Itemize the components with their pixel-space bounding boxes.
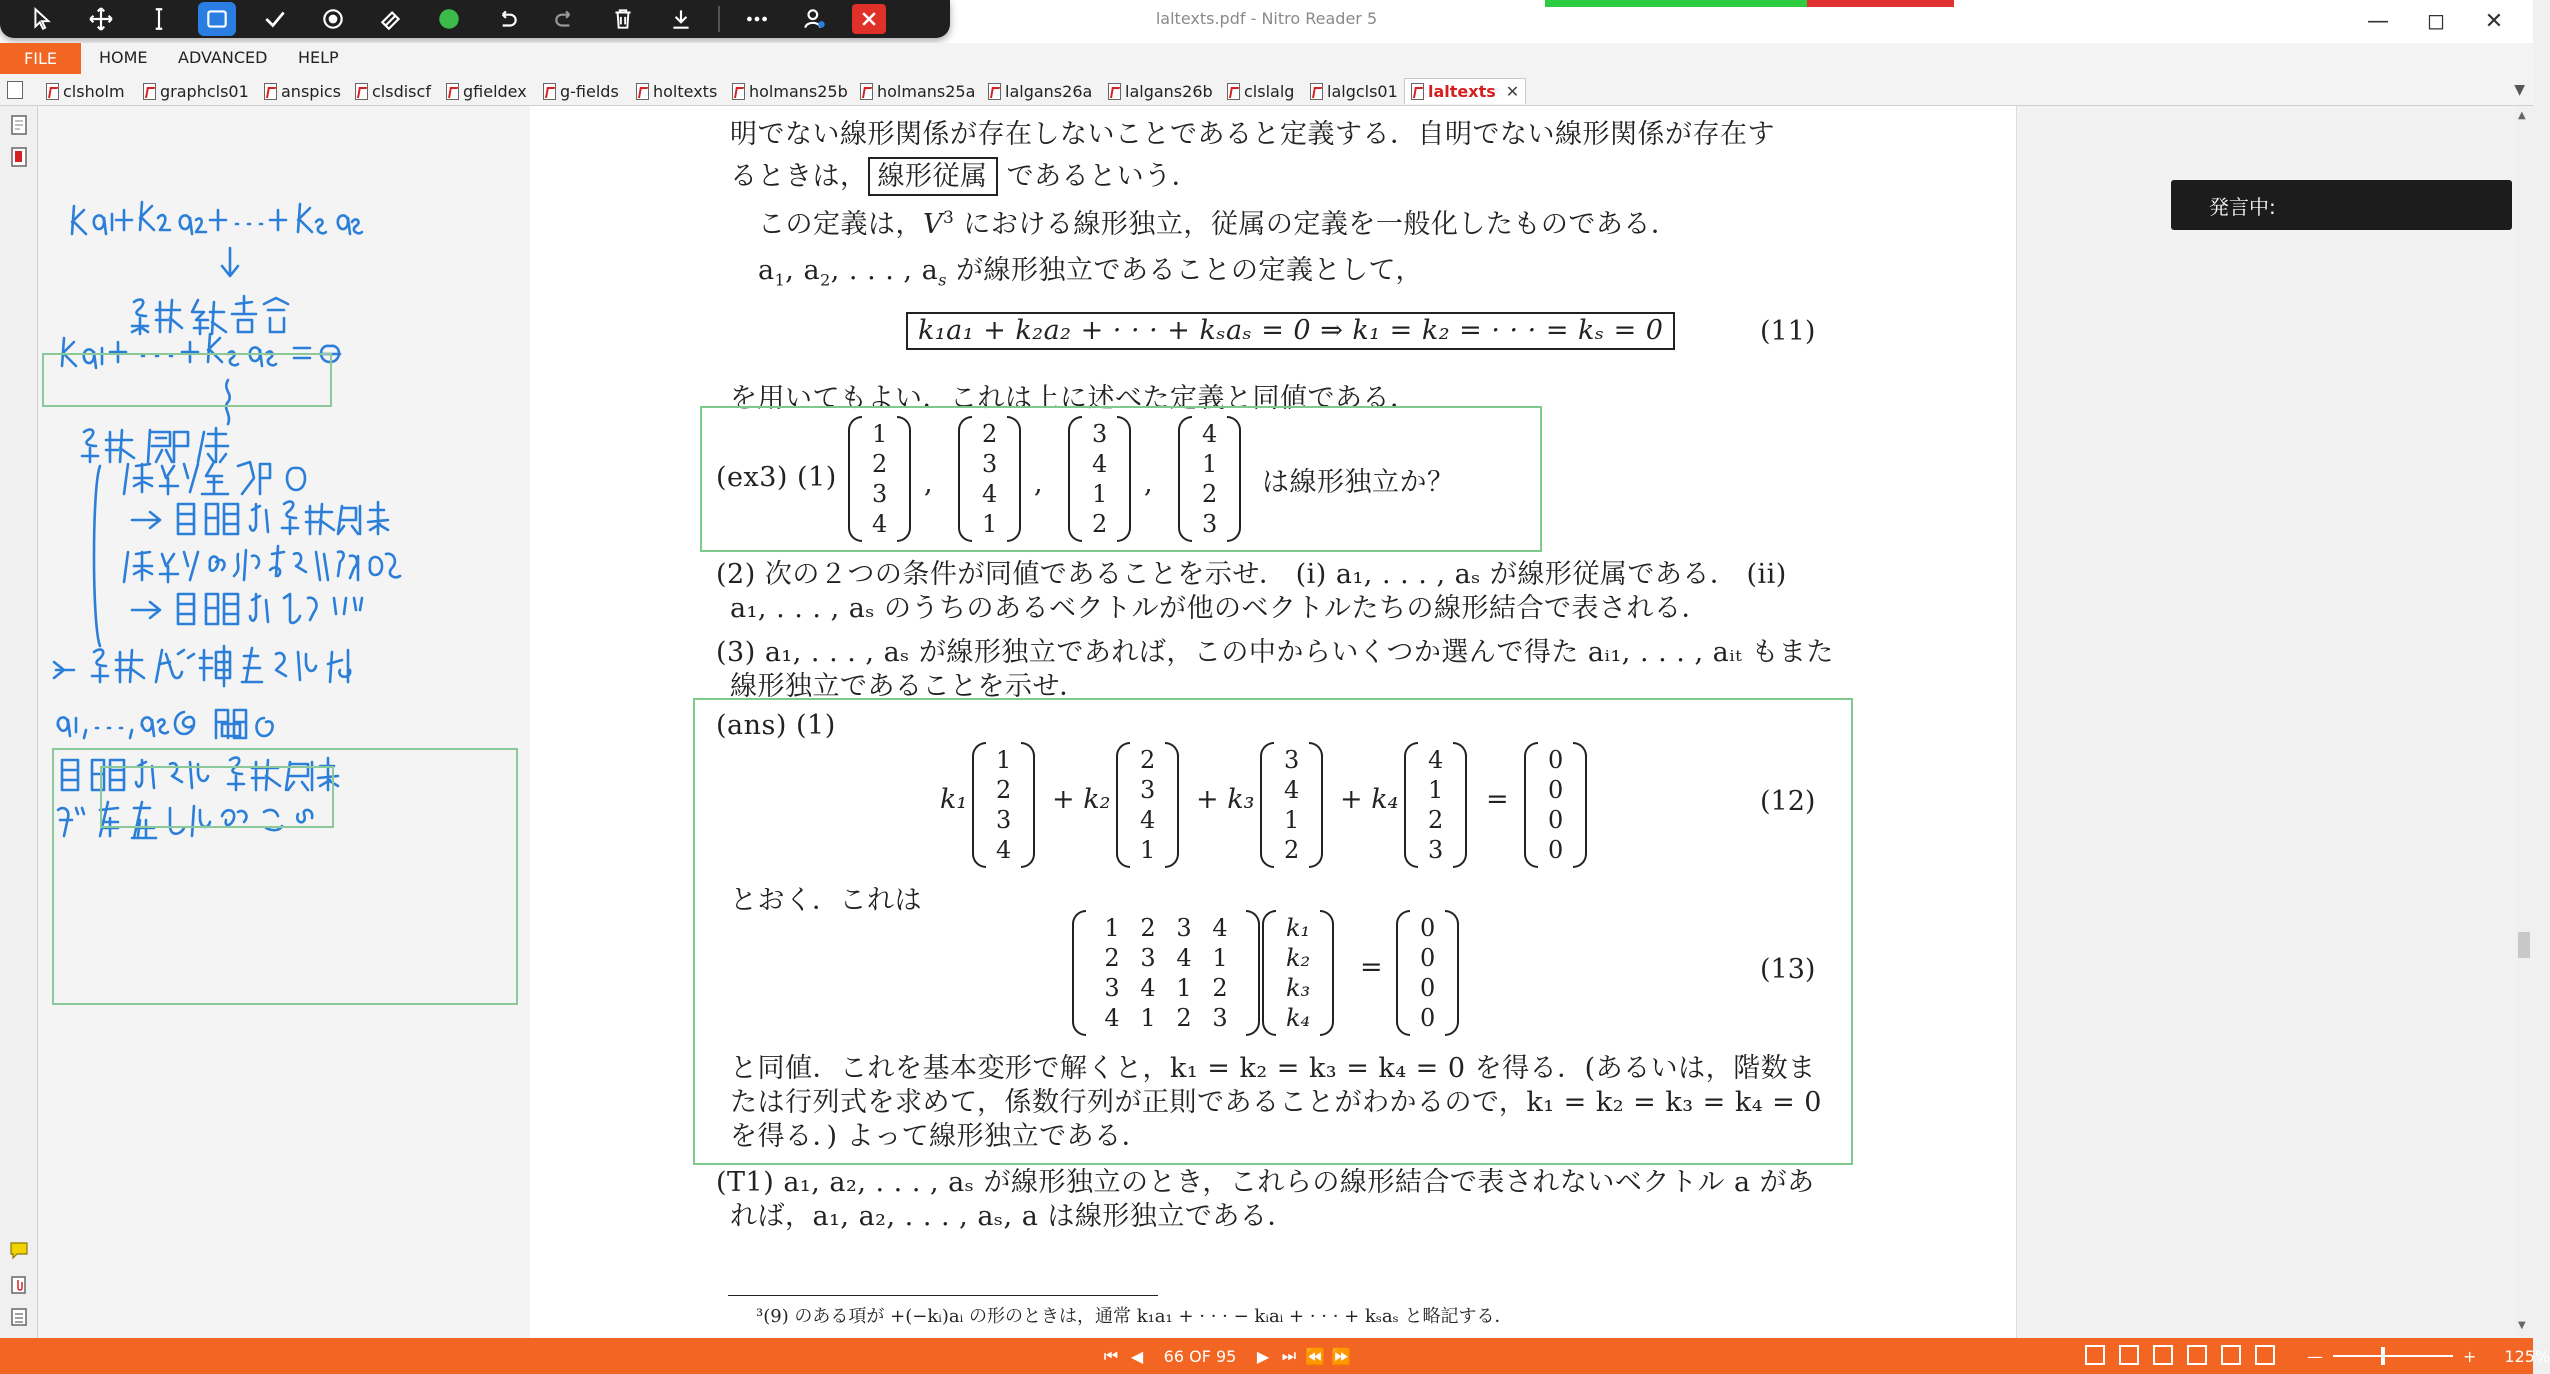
document-viewport[interactable]: [530, 106, 2017, 1338]
last-page-icon[interactable]: ⏭: [1281, 1346, 1297, 1365]
text-cursor-icon[interactable]: [130, 0, 188, 38]
pdf-file-icon: [355, 83, 368, 100]
text-line: は線形独立か？: [1262, 467, 1455, 498]
check-icon[interactable]: [246, 0, 304, 38]
tab-laltexts[interactable]: laltexts ✕: [1404, 78, 1526, 104]
page-indicator[interactable]: 66 OF 95: [1163, 1346, 1237, 1366]
coefficient: + k₂: [1052, 784, 1111, 815]
annotation-progress-bar: [1545, 0, 1954, 7]
theorem-line: (T1) a₁, a₂, . . . , aₛ が線形独立のとき，これらの線形結合で表されないベクトル a があ: [716, 1167, 1815, 1198]
handwriting-ink-icon: [38, 106, 530, 1338]
tab-holtexts[interactable]: holtexts: [636, 78, 717, 104]
status-bar: [0, 1338, 2550, 1374]
zoom-slider[interactable]: [2333, 1355, 2453, 1357]
text-line: a₁, . . . , aₛ のうちのあるベクトルが他のベクトルたちの線形結合で表される．: [730, 593, 1710, 624]
redo-icon[interactable]: [536, 0, 594, 38]
tab-gfieldex[interactable]: gfieldex: [446, 78, 527, 104]
tab-graphcls01[interactable]: graphcls01: [143, 78, 249, 104]
handwritten-notes-panel: [38, 106, 530, 1338]
footnote-rule: [728, 1295, 1158, 1296]
tab-clsdiscf[interactable]: clsdiscf: [355, 78, 431, 104]
green-dot-icon[interactable]: [420, 0, 478, 38]
text-line: この定義は，$V^3$ における線形独立，従属の定義を一般化したものである．: [758, 208, 1679, 240]
text-line: (3) a₁, . . . , aₛ が線形独立であれば，この中からいくつか選んで得た aᵢ₁, . . . , aᵢₜ もまた: [716, 637, 1834, 668]
undo-icon[interactable]: [478, 0, 536, 38]
vector-3: 3 4 1 2: [1260, 742, 1323, 868]
bookmarks-panel-icon[interactable]: [9, 146, 29, 168]
pdf-file-icon: [1310, 83, 1323, 100]
first-page-icon[interactable]: ⏮: [1103, 1346, 1119, 1365]
answer-label: (ans) (1): [716, 710, 836, 741]
more-icon[interactable]: [728, 0, 786, 38]
close-window-button[interactable]: ✕: [2484, 9, 2504, 34]
minimize-button[interactable]: —: [2367, 9, 2389, 34]
ribbon-menu: [0, 43, 2533, 74]
tab-lalgcls01[interactable]: lalgcls01: [1310, 78, 1398, 104]
scroll-down-icon[interactable]: ▼: [2518, 1320, 2526, 1331]
pages-panel-icon[interactable]: [9, 114, 29, 136]
window-controls: [2349, 0, 2523, 43]
forward-view-icon[interactable]: ⏩: [1331, 1346, 1351, 1366]
vector-2: 2 3 4 1: [958, 416, 1021, 542]
text-line: とおく．これは: [730, 885, 922, 916]
equals-sign: =: [1360, 952, 1383, 983]
text-line: を用いてもよい．これは上に述べた定義と同値である．: [730, 383, 1418, 414]
unknown-vector: k₁ k₂ k₃ k₄: [1262, 910, 1334, 1036]
footnote: ³(9) のある項が +(−kᵢ)aᵢ の形のときは，通常 k₁a₁ + · · · − kᵢaᵢ + · · · + kₛaₛ と略記する．: [756, 1306, 1513, 1327]
page-navigation: [1098, 1338, 1354, 1374]
vector-1: 1 2 3 4: [848, 416, 911, 542]
pdf-file-icon: [1411, 83, 1424, 100]
continuous-page-icon[interactable]: [2119, 1345, 2139, 1365]
comments-panel-icon[interactable]: [9, 1240, 29, 1262]
text-line: を得る．) よって線形独立である．: [730, 1121, 1150, 1152]
window-title: laltexts.pdf - Nitro Reader 5: [1155, 9, 1378, 28]
zoom-control: [2307, 1338, 2550, 1374]
tab-clsholm[interactable]: clsholm: [46, 78, 125, 104]
equation-11: k₁a₁ + k₂a₂ + · · · + kₛaₛ = 0 ⇒ k₁ = k₂ = · · · = kₛ = 0: [906, 312, 1675, 350]
back-view-icon[interactable]: ⏪: [1305, 1346, 1325, 1366]
menu-advanced[interactable]: ADVANCED: [178, 48, 268, 67]
page-icon[interactable]: [7, 81, 23, 99]
comma: ,: [1144, 468, 1153, 499]
equals-sign: =: [1486, 784, 1509, 815]
left-sidebar: [0, 106, 38, 1338]
single-page-icon[interactable]: [2085, 1345, 2105, 1365]
file-menu[interactable]: FILE: [0, 43, 81, 74]
comma: ,: [1034, 468, 1043, 499]
coefficient: k₁: [940, 784, 968, 815]
facing-page-icon[interactable]: [2153, 1345, 2173, 1365]
pdf-file-icon: [860, 83, 873, 100]
text-line: (2) 次の２つの条件が同値であることを示せ． (i) a₁, . . . , aₛ が線形従属である． (ii): [716, 559, 1787, 590]
tab-anspics[interactable]: anspics: [264, 78, 341, 104]
vector-1: 1 2 3 4: [972, 742, 1035, 868]
exercise-label: (ex3) (1): [716, 462, 837, 493]
pdf-file-icon: [1227, 83, 1240, 100]
tab-lalgans26a[interactable]: lalgans26a: [988, 78, 1092, 104]
scroll-up-icon[interactable]: ▲: [2518, 110, 2526, 121]
floating-annotation-toolbar: [0, 0, 950, 38]
tab-g-fields[interactable]: g-fields: [543, 78, 619, 104]
equation-number: (11): [1760, 316, 1816, 347]
vector-2: 2 3 4 1: [1116, 742, 1179, 868]
pdf-page: [530, 106, 2017, 1338]
text-line: 線形独立であることを示せ．: [730, 671, 1087, 702]
pdf-file-icon: [988, 83, 1001, 100]
zoom-level[interactable]: 125%: [2504, 1346, 2550, 1366]
maximize-button[interactable]: ◻: [2426, 9, 2446, 34]
handwritten-title-box: [100, 766, 334, 828]
coefficient-matrix: 1 2 3 4 2 3 4 1 3 4 1 2 4 1 2 3: [1072, 910, 1260, 1036]
tab-overflow-chevron-icon[interactable]: ▼: [2514, 82, 2525, 98]
rectangle-icon[interactable]: [188, 0, 246, 38]
pan-icon[interactable]: [72, 0, 130, 38]
equation-number: (13): [1760, 954, 1816, 985]
pdf-file-icon: [636, 83, 649, 100]
close-tab-icon[interactable]: ✕: [1505, 82, 1520, 101]
facing-continuous-icon[interactable]: [2187, 1345, 2207, 1365]
vector-4: 4 1 2 3: [1178, 416, 1241, 542]
speech-indicator: 発言中:: [2171, 180, 2512, 230]
fit-width-icon[interactable]: [2221, 1345, 2241, 1365]
document-tabs: [0, 74, 2533, 106]
text-line: るときは， 線形従属 であるという．: [730, 154, 1199, 193]
view-mode-buttons: [2085, 1345, 2275, 1365]
previous-page-icon[interactable]: ◀: [1130, 1346, 1144, 1366]
text-line: と同値．これを基本変形で解くと，k₁ = k₂ = k₃ = k₄ = 0 を得る．(あるいは，階数ま: [730, 1053, 1816, 1084]
zoom-slider-knob[interactable]: [2381, 1347, 2385, 1365]
menu-help[interactable]: HELP: [298, 48, 339, 67]
coefficient: + k₃: [1196, 784, 1255, 815]
close-icon: [859, 9, 879, 29]
zoom-out-icon[interactable]: —: [2307, 1346, 2323, 1366]
download-icon[interactable]: [652, 0, 710, 38]
pdf-file-icon: [1108, 83, 1121, 100]
user-icon[interactable]: [786, 0, 844, 38]
equation-number: (12): [1760, 786, 1816, 817]
vector-4: 4 1 2 3: [1404, 742, 1467, 868]
boxed-term: 線形従属: [868, 157, 998, 196]
vector-3: 3 4 1 2: [1068, 416, 1131, 542]
trash-icon[interactable]: [594, 0, 652, 38]
vertical-scrollbar[interactable]: [2515, 106, 2533, 1338]
full-screen-icon[interactable]: [2255, 1345, 2275, 1365]
text-line: たは行列式を求めて，係数行列が正則であることがわかるので，k₁ = k₂ = k₃ = k₄ = 0: [730, 1087, 1822, 1118]
zoom-in-icon[interactable]: +: [2463, 1346, 2477, 1366]
theorem-line: れば，a₁, a₂, . . . , aₛ, a は線形独立である．: [730, 1201, 1295, 1232]
eraser-icon[interactable]: [362, 0, 420, 38]
scrollbar-thumb[interactable]: [2518, 932, 2530, 958]
tab-holmans25a[interactable]: holmans25a: [860, 78, 975, 104]
pdf-file-icon: [732, 83, 745, 100]
attachments-panel-icon[interactable]: [9, 1274, 29, 1296]
text-line: 明でない線形関係が存在しないことであると定義する．自明でない線形関係が存在す: [730, 119, 1775, 150]
pdf-file-icon: [143, 83, 156, 100]
select-arrow-icon[interactable]: [14, 0, 72, 38]
coefficient: + k₄: [1340, 784, 1399, 815]
right-gutter: [2017, 106, 2515, 1338]
zero-vector: 0 0 0 0: [1524, 742, 1587, 868]
handwritten-equation-box: [42, 353, 332, 407]
close-toolbar-button[interactable]: [852, 4, 886, 34]
next-page-icon[interactable]: ▶: [1256, 1346, 1270, 1366]
tab-holmans25b[interactable]: holmans25b: [732, 78, 848, 104]
pdf-file-icon: [264, 83, 277, 100]
stamp-icon[interactable]: [304, 0, 362, 38]
tab-lalgans26b[interactable]: lalgans26b: [1108, 78, 1213, 104]
zero-vector: 0 0 0 0: [1396, 910, 1459, 1036]
comma: ,: [924, 468, 933, 499]
pdf-file-icon: [543, 83, 556, 100]
pdf-file-icon: [46, 83, 59, 100]
layers-panel-icon[interactable]: [9, 1306, 29, 1328]
menu-home[interactable]: HOME: [99, 48, 148, 67]
pdf-file-icon: [446, 83, 459, 100]
tab-clslalg[interactable]: clslalg: [1227, 78, 1294, 104]
text-line: $a_1$, $a_2$, . . . , $a_s$ が線形独立であることの定義として，: [758, 255, 1423, 290]
